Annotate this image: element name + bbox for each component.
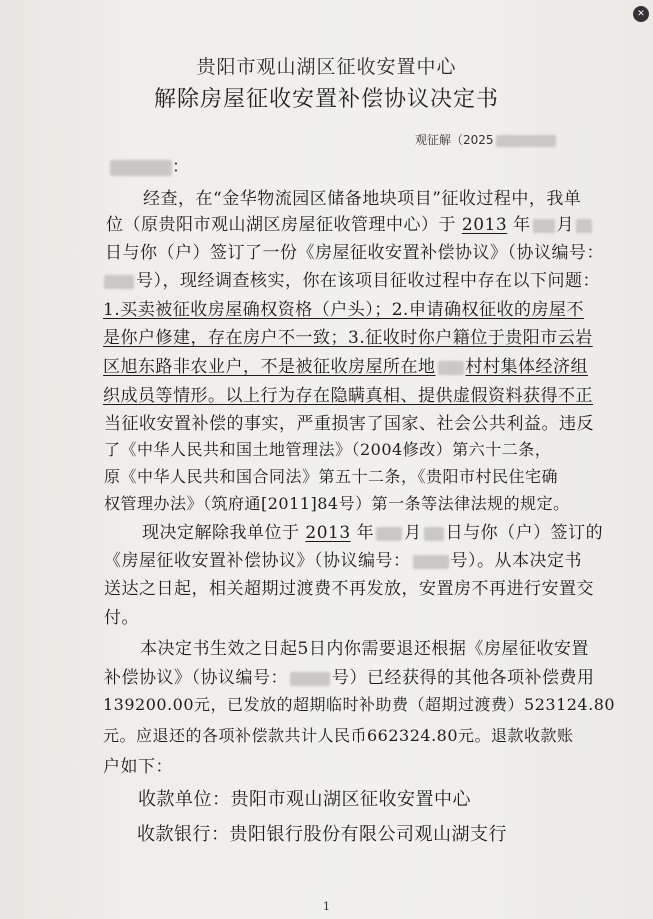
body-line-15: 送达之日起，相关超期过渡费不再发放，安置房不再进行安置交 xyxy=(104,579,594,599)
addressee: ： xyxy=(110,152,189,177)
body-line-3: 日与你（户）签订了一份《房屋征收安置补偿协议》（协议编号： xyxy=(105,243,604,263)
body-line-14: 《房屋征收安置补偿协议》（协议编号： 号）。从本决定书 xyxy=(104,551,582,571)
issuing-organization: 贵阳市观山湖区征收安置中心 xyxy=(196,56,457,78)
page-number: 1 xyxy=(323,900,330,913)
body-line-21: 户如下： xyxy=(103,757,173,777)
body-line-17: 本决定书生效之日起5日内你需要退还根据《房屋征收安置 xyxy=(140,639,589,659)
body-line-5: 1.买卖被征收房屋确权资格（户头）；2.申请确权征收的房屋不 xyxy=(103,300,584,320)
body-line-13: 现决定解除我单位于 2013 年 月 日与你（户）签订的 xyxy=(142,523,604,543)
body-line-7: 区旭东路非农业户，不是被征收房屋所在地 村村集体经济组 xyxy=(103,357,588,377)
payee-row xyxy=(138,785,471,811)
document-number: 观征解（2025 xyxy=(415,131,556,148)
body-line-1: 经查，在“金华物流园区储备地块项目”征收过程中，我单 xyxy=(143,189,582,209)
body-line-20: 元。应退还的各项补偿款共计人民币662324.80元。退款收款账 xyxy=(103,726,574,745)
body-line-2: 位（原贵阳市观山湖区房屋征收管理中心）于 2013 年 月 xyxy=(106,210,594,235)
document-title: 解除房屋征收安置补偿协议决定书 xyxy=(153,87,499,112)
body-line-18: 补偿协议》（协议编号： 号）已经获得的其他各项补偿费用 xyxy=(104,668,595,688)
payee-value: 贵阳市观山湖区征收安置中心 xyxy=(230,789,471,810)
bank-value: 贵阳银行股份有限公司观山湖支行 xyxy=(229,824,507,845)
body-line-16: 付。 xyxy=(104,608,139,628)
payee-label: 收款单位： xyxy=(138,789,231,810)
body-line-12: 权管理办法》（筑府通[2011]84号）第一条等法律法规的规定。 xyxy=(104,494,570,513)
body-line-6: 是你户修建，存在房户不一致；3.征收时你户籍位于贵阳市云岩 xyxy=(103,328,593,348)
bank-label: 收款银行： xyxy=(137,824,230,845)
body-line-4: 号），现经调查核实，你在该项目征收过程中存在以下问题： xyxy=(104,266,600,291)
bank-row xyxy=(137,820,507,846)
body-line-19: 139200.00元，已发放的超期临时补助费（超期过渡费）523124.80 xyxy=(103,695,616,714)
body-line-9: 当征收安置补偿的事实，严重损害了国家、社会公共利益。违反 xyxy=(104,414,594,434)
body-line-11: 原《中华人民共和国合同法》第五十二条，《贵阳市村民住宅确 xyxy=(104,467,559,486)
close-icon[interactable]: ✕ xyxy=(633,6,649,22)
body-line-10: 了《中华人民共和国土地管理法》（2004修改）第六十二条， xyxy=(104,440,552,459)
body-line-8: 织成员等情形。以上行为存在隐瞒真相、提供虚假资料获得不正 xyxy=(103,386,593,406)
